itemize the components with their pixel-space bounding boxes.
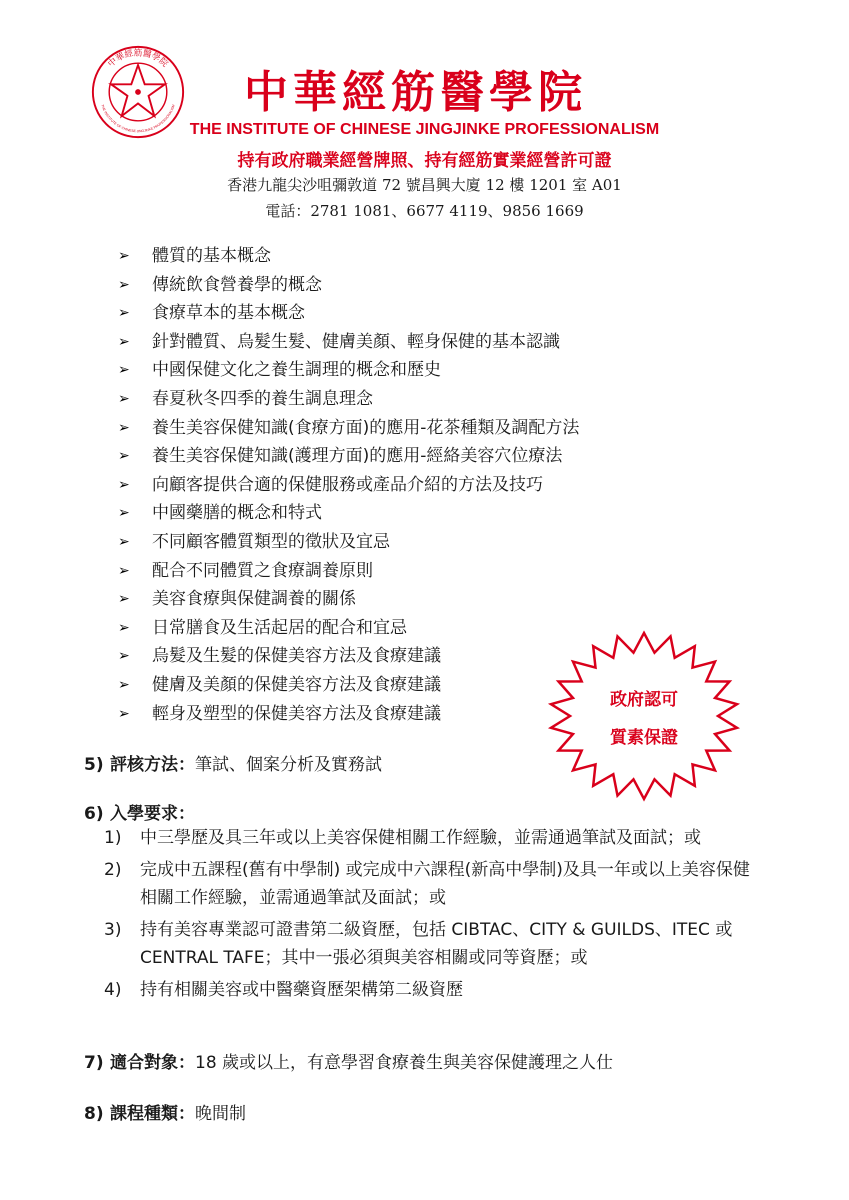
course-content-list: [118, 242, 579, 728]
phone-numbers: 電話：2781 1081、6677 4119、9856 1669: [265, 202, 584, 220]
list-item: ➢ 食療草本的基本概念: [118, 299, 579, 328]
arrow-bullet-icon: ➢: [118, 248, 130, 264]
section-admission-requirements: 6) 入學要求：: [84, 804, 195, 824]
stamp-line-2: 質素保證: [610, 728, 678, 748]
admission-requirements-list: [104, 824, 752, 1008]
section-text: 晚間制: [195, 1104, 246, 1124]
institute-title: 中華經筋醫學院: [244, 67, 587, 118]
list-item: 1) 中三學歷及具三年或以上美容保健相關工作經驗，並需通過筆試及面試；或: [104, 828, 701, 848]
license-statement: 持有政府職業經營牌照、持有經筋實業經營許可證: [237, 151, 612, 171]
arrow-bullet-icon: ➢: [118, 305, 130, 322]
seal-text-en: THE INSTITUTE OF CHINESE JINGJINKE PROFESSIONALISM: [100, 103, 176, 134]
section-target-audience: 7) 適合對象：18 歲或以上，有意學習食療養生與美容保健護理之人仕: [84, 1053, 614, 1073]
section-label: 評核方法：: [110, 755, 195, 775]
list-item: 2) 完成中五課程(舊有中學制) 或完成中六課程(新高中學制)及具一年或以上美容保健相關工作經驗，並需通過筆試及面試；或: [104, 860, 750, 908]
arrow-bullet-icon: ➢: [118, 705, 130, 722]
list-item: ➢ 配合不同體質之食療調養原則: [118, 557, 579, 586]
list-item: ➢ 輕身及塑型的保健美容方法及食療建議: [118, 700, 579, 729]
arrow-bullet-icon: ➢: [118, 476, 130, 493]
list-item: 3) 持有美容專業認可證書第二級資歷，包括 CIBTAC、CITY & GUILDS、ITEC 或 CENTRAL TAFE；其中一張必須與美容相關或同等資歷；或: [104, 920, 733, 968]
arrow-bullet-icon: ➢: [118, 448, 130, 465]
arrow-bullet-icon: ➢: [118, 276, 130, 293]
list-item: ➢ 健膚及美顏的保健美容方法及食療建議: [118, 671, 579, 700]
list-item: ➢ 日常膳食及生活起居的配合和宜忌: [118, 614, 579, 643]
arrow-bullet-icon: ➢: [118, 619, 130, 636]
arrow-bullet-icon: ➢: [118, 419, 130, 436]
section-text: 18 歲或以上，有意學習食療養生與美容保健護理之人仕: [195, 1053, 614, 1073]
arrow-bullet-icon: ➢: [118, 390, 130, 407]
institute-english-name: THE INSTITUTE OF CHINESE JINGJINKE PROFESSIONALISM: [189, 121, 660, 138]
arrow-bullet-icon: ➢: [118, 648, 130, 665]
list-item: ➢ 養生美容保健知識(食療方面)的應用-花茶種類及調配方法: [118, 414, 579, 443]
arrow-bullet-icon: ➢: [118, 591, 130, 608]
arrow-bullet-icon: ➢: [118, 562, 130, 579]
section-assessment: 5) 評核方法：筆試、個案分析及實務試: [84, 755, 382, 775]
section-course-type: 8) 課程種類：晚間制: [84, 1104, 246, 1124]
section-text: 筆試、個案分析及實務試: [195, 755, 382, 775]
list-item: ➢ 體質的基本概念: [118, 242, 579, 271]
arrow-bullet-icon: ➢: [118, 505, 130, 522]
list-item: ➢ 不同顧客體質類型的徵狀及宜忌: [118, 528, 579, 557]
section-label: 適合對象：: [110, 1053, 195, 1073]
list-item: ➢ 養生美容保健知識(護理方面)的應用-經絡美容穴位療法: [118, 442, 579, 471]
stamp-line-1: 政府認可: [610, 690, 678, 710]
list-item: 4) 持有相關美容或中醫藥資歷架構第二級資歷: [104, 980, 463, 1000]
address: 香港九龍尖沙咀彌敦道 72 號昌興大廈 12 樓 1201 室 A01: [227, 176, 622, 194]
list-item: ➢ 針對體質、烏髮生髮、健膚美顏、輕身保健的基本認識: [118, 328, 579, 357]
seal-text: 中華經筋醫學院: [106, 48, 170, 70]
list-item: ➢ 傳統飲食營養學的概念: [118, 271, 579, 300]
arrow-bullet-icon: ➢: [118, 533, 130, 550]
section-label: 入學要求：: [110, 804, 195, 824]
arrow-bullet-icon: ➢: [118, 676, 130, 693]
list-item: ➢ 春夏秋冬四季的養生調息理念: [118, 385, 579, 414]
list-item: ➢ 美容食療與保健調養的關係: [118, 585, 579, 614]
list-item: ➢ 中國藥膳的概念和特式: [118, 499, 579, 528]
list-item: ➢ 向顧客提供合適的保健服務或產品介紹的方法及技巧: [118, 471, 579, 500]
arrow-bullet-icon: ➢: [118, 333, 130, 350]
list-item: ➢ 中國保健文化之養生調理的概念和歷史: [118, 356, 579, 385]
starburst-stamp-icon: [547, 630, 741, 802]
section-label: 課程種類：: [110, 1104, 195, 1124]
arrow-bullet-icon: ➢: [118, 362, 130, 379]
list-item: ➢ 烏髮及生髮的保健美容方法及食療建議: [118, 642, 579, 671]
